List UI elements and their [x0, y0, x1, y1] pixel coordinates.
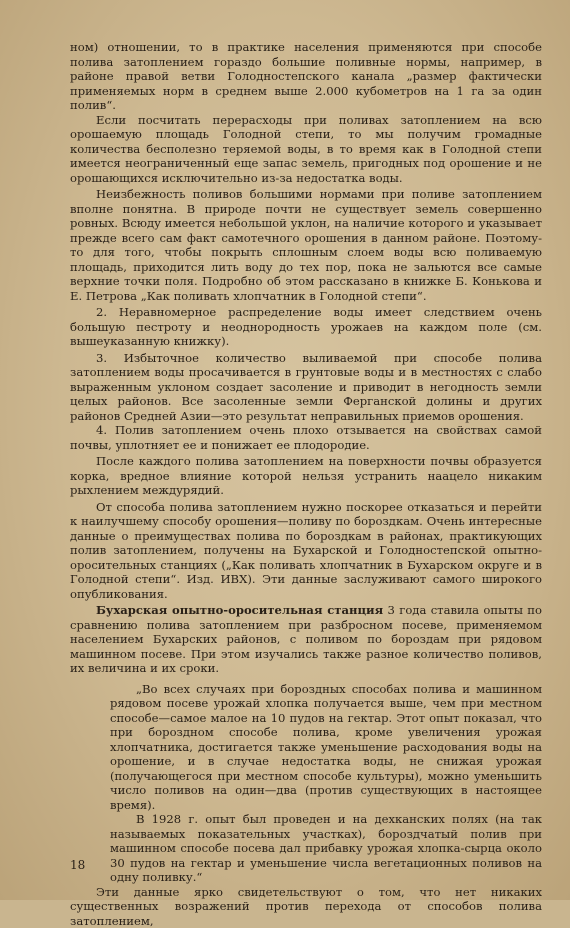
paragraph-inevitability: Неизбежность поливов большими нормами при поливе затоплением вполне понятна. В природе почти не существует земель совершенно ровных. Всюду имеется небольшой уклон, на наличие которого и указывает прежде всего сам факт самотечного орошения в данном районе. Поэтому-то для того, чтобы покрыть сплошным слоем воды всю поливаемую площадь, приходится лить воду до тех пор, пока не зальются все самые верхние точки поля. Подробно об этом рассказано в книжке Б. Конькова и Е. Петрова „Как поливать хлопчатник в Голодной степи“. [70, 187, 542, 303]
paragraph-continuation: ном) отношении, то в практике населения применяются при способе полива затоплением гораздо большие поливные нормы, например, в районе правой ветви Голодностепского канала „размер фактически применяемых норм в среднем выше 2.000 кубометров на 1 га за один полив“. [70, 40, 542, 113]
paragraph-overuse: Если посчитать перерасходы при поливах затоплением на всю орошаемую площадь Голодной степи, то мы получим громадные количества бесполезно теряемой воды, в то время как в Голодной степи имеется неограниченный еще запас земель, пригодных под орошение и не орошающихся исключительно из-за недостатка воды. [70, 113, 542, 186]
block-quote [110, 682, 542, 885]
station-heading: Бухарская опытно-оросительная станция [96, 603, 383, 617]
paragraph-crust: После каждого полива затоплением на поверхности почвы образуется корка, вредное влияние которой нельзя устранить наацело никаким рыхлением междурядий. [70, 454, 542, 498]
quote-paragraph-2: В 1928 г. опыт был проведен и на дехканских полях (на так называемых показательных участках), бороздчатый полив при машинном способе посева дал прибавку урожая хлопка-сырца около 30 пудов на гектар и уменьшение числа вегетационных поливов на одну поливку.“ [110, 812, 542, 885]
paragraph-closing: Эти данные ярко свидетельствуют о том, что нет никаких существенных возражений против перехода от способов полива затоплением, [70, 885, 542, 928]
page-number: 18 [70, 858, 85, 872]
paragraph-point-3: 3. Избыточное количество выливаемой при способе полива затоплением воды просачивается в грунтовые воды и в местностях с слабо выраженным уклоном создает засоление и приводит в негодность земли целых районов. Все засоленные земли Ферганской долины и других районов Средней Азии—это результат неправильных приемов орошения. [70, 351, 542, 424]
station-text: 3 года ставила опыты по сравнению полива затоплением при разбросном посеве, применяемом населением Бухарских районов, с поливом по бороздам при рядовом машинном посеве. При этом изучались также разное количество поливов, их величина и их сроки. [70, 603, 542, 675]
paragraph-point-4: 4. Полив затоплением очень плохо отзывается на свойствах самой почвы, уплотняет ее и понижает ее плодородие. [70, 423, 542, 452]
paragraph-point-2: 2. Неравномерное распределение воды имеет следствием очень большую пестроту и неоднородность урожаев на каждом поле (см. вышеуказанную книжку). [70, 305, 542, 349]
quote-paragraph-1: „Во всех случаях при бороздных способах полива и машинном рядовом посеве урожай хлопка получается выше, чем при местном способе—самое малое на 10 пудов на гектар. Этот опыт показал, что при бороздном способе полива, кроме увеличения урожая хлопчатника, достигается также уменьшение расходования воды на орошение, и в случае недостатка воды, не снижая урожая (получающегося при местном способе культуры), можно уменьшить число поливов на один—два (против существующих в настоящее время). [110, 682, 542, 813]
paragraph-furrows: От способа полива затоплением нужно поскорее отказаться и перейти к наилучшему способу орошения—поливу по бороздкам. Очень интересные данные о преимуществах полива по бороздкам в районах, практикующих полив затоплением, получены на Бухарской и Голодностепской опытно-оросительных станциях („Как поливать хлопчатник в Бухарском округе и в Голодной степи“. Изд. ИВХ). Эти данные заслуживают самого широкого опубликования. [70, 500, 542, 602]
page-body [70, 40, 542, 928]
paragraph-station [70, 603, 542, 676]
